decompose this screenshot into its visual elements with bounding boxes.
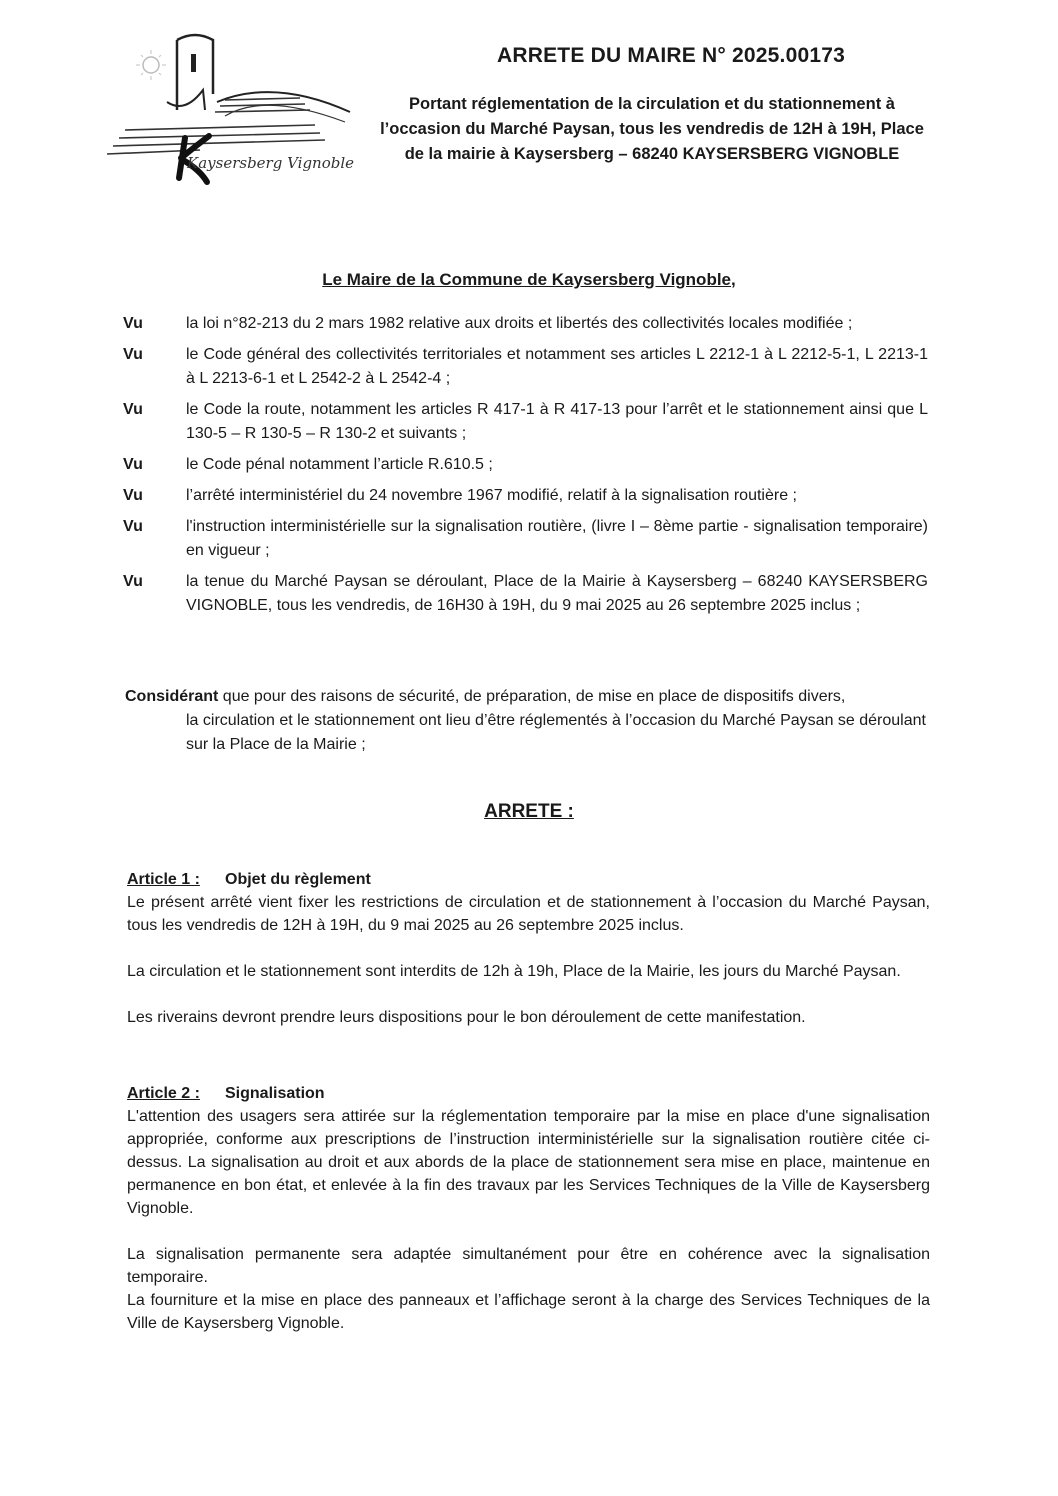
article-2-title: Signalisation (225, 1085, 325, 1102)
article-1-number: Article 1 : (127, 871, 200, 888)
vu-item (0, 312, 1058, 336)
article-2-heading (127, 1082, 930, 1105)
article-2 (127, 1082, 930, 1335)
article-1-paragraph: La circulation et le stationnement sont interdits de 12h à 19h, Place de la Mairie, les jours du Marché Paysan. (127, 963, 901, 980)
article-1-paragraph: Les riverains devront prendre leurs dispositions pour le bon déroulement de cette manifestation. (127, 1009, 806, 1026)
document-subtitle: Portant réglementation de la circulation et du stationnement à l’occasion du Marché Paysan, tous les vendredis de 12H à 19H, Place de la mairie à Kaysersberg – 68240 KAYSERSBERG VIGNOBLE (380, 95, 924, 163)
document-title: ARRETE DU MAIRE N° 2025.00173 (497, 44, 845, 67)
logo-kaysersberg-vignoble (105, 30, 355, 190)
vu-item (0, 515, 1058, 563)
article-2-paragraph: La signalisation permanente sera adaptée simultanément pour être en cohérence avec la signalisation temporaire. (127, 1246, 930, 1286)
vu-label: Vu (123, 573, 143, 590)
article-2-number: Article 2 : (127, 1085, 200, 1102)
article-1-paragraph: Le présent arrêté vient fixer les restrictions de circulation et de stationnement à l’occasion du Marché Paysan, tous les vendredis de 12H à 19H, du 9 mai 2025 au 26 septembre 2025 inclus. (127, 894, 930, 934)
vu-item (0, 398, 1058, 446)
vu-text: l’arrêté interministériel du 24 novembre 1967 modifié, relatif à la signalisation routière ; (186, 487, 797, 504)
vu-text: le Code pénal notamment l’article R.610.5 ; (186, 456, 493, 473)
vu-label: Vu (123, 315, 143, 332)
vu-item (0, 343, 1058, 391)
logo-script-text: Kaysersberg Vignoble (187, 154, 355, 172)
considerant-line1: que pour des raisons de sécurité, de préparation, de mise en place de dispositifs divers, (218, 688, 846, 705)
vu-text: l'instruction interministérielle sur la signalisation routière, (livre I – 8ème partie - signalisation temporaire) en vigueur ; (186, 518, 928, 559)
vu-text: la tenue du Marché Paysan se déroulant, Place de la Mairie à Kaysersberg – 68240 KAYSERSBERG VIGNOBLE, tous les vendredis, de 16H30 à 19H, du 9 mai 2025 au 26 septembre 2025 inclus ; (186, 573, 928, 614)
arrete-heading: ARRETE : (484, 801, 574, 822)
article-2-paragraph: L'attention des usagers sera attirée sur la réglementation temporaire par la mise en place d'une signalisation appropriée, conforme aux prescriptions de l’instruction interministérielle sur la signalisation routière citée ci-dessus. La signalisation au droit et aux abords de la place de stationnement sera mise en place, maintenue en permanence en bon état, et enlevée à la fin des travaux par les Services Techniques de la Ville de Kaysersberg Vignoble. (127, 1108, 930, 1217)
vu-list (0, 312, 1058, 625)
vu-label: Vu (123, 346, 143, 363)
vu-label: Vu (123, 456, 143, 473)
vu-text: le Code la route, notamment les articles R 417-1 à R 417-13 pour l’arrêt et le stationnement ainsi que L 130-5 – R 130-5 – R 130-2 et suivants ; (186, 401, 928, 442)
article-2-paragraph: La fourniture et la mise en place des panneaux et l’affichage seront à la charge des Services Techniques de la Ville de Kaysersberg Vignoble. (127, 1292, 930, 1332)
vu-label: Vu (123, 487, 143, 504)
vu-item (0, 484, 1058, 508)
mayor-heading: Le Maire de la Commune de Kaysersberg Vignoble, (322, 270, 736, 289)
vu-item (0, 453, 1058, 477)
considerant-paragraph (125, 685, 930, 757)
considerant-rest: la circulation et le stationnement ont lieu d’être réglementés à l’occasion du Marché Paysan se déroulant sur la Place de la Mairie ; (186, 712, 926, 753)
vu-label: Vu (123, 518, 143, 535)
vu-text: le Code général des collectivités territoriales et notamment ses articles L 2212-1 à L 2212-5-1, L 2213-1 à L 2213-6-1 et L 2542-2 à L 2542-4 ; (186, 346, 928, 387)
article-1 (127, 868, 930, 1029)
article-1-heading (127, 868, 930, 891)
vu-label: Vu (123, 401, 143, 418)
considerant-lead: Considérant (125, 688, 219, 705)
considerant-first-line (125, 685, 930, 709)
vu-text: la loi n°82-213 du 2 mars 1982 relative aux droits et libertés des collectivités locales modifiée ; (186, 315, 853, 332)
vu-item (0, 570, 1058, 618)
article-1-title: Objet du règlement (225, 871, 371, 888)
